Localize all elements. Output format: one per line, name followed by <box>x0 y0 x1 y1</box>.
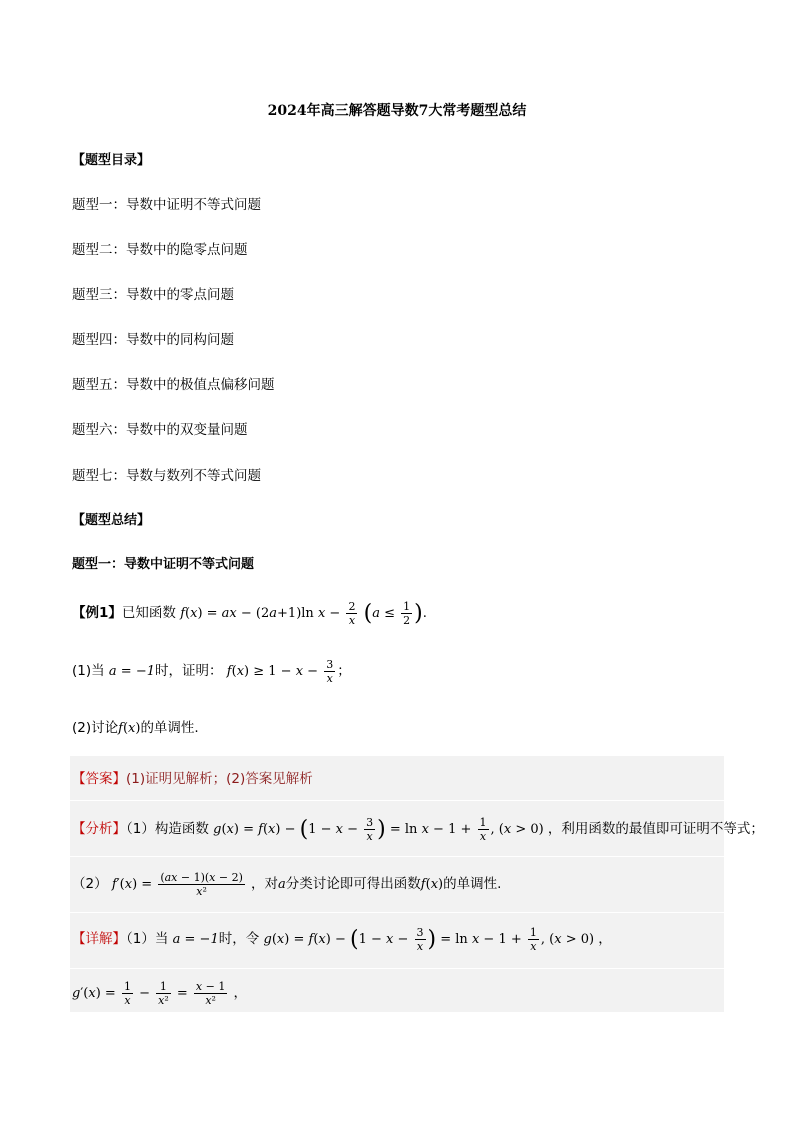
part2-function: f(x) <box>118 721 141 736</box>
divider <box>70 912 724 913</box>
analysis-label: 【分析】 <box>72 821 126 837</box>
detail-line-1: 【详解】（1）当 a = −1时，令 g(x) = f(x) − (1 − x − $\frac{3}{x}$ ) = ln x − 1 + $\frac{1}{x}$ , (x > 0) ， <box>72 926 612 953</box>
divider <box>70 800 724 801</box>
example-intro: 已知函数 <box>121 605 176 621</box>
document-title: 2024年高三解答题导数7大常考题型总结 <box>267 103 527 119</box>
toc-item: 题型二：导数中的隐零点问题 <box>72 242 248 258</box>
toc-item: 题型六：导数中的双变量问题 <box>72 422 248 438</box>
toc-item: 题型五：导数中的极值点偏移问题 <box>72 377 275 393</box>
answer-label: 【答案】 <box>72 771 126 787</box>
detail-label: 【详解】 <box>72 931 126 947</box>
toc-item: 题型一：导数中证明不等式问题 <box>72 197 261 213</box>
example-part-1: (1)当 a = −1时，证明： f(x) ≥ 1 − x − $\frac{3}{x}$ ； <box>72 658 351 685</box>
part1-inequality: f(x) ≥ 1 − x − $\frac{3}{x}$ <box>226 658 334 685</box>
toc-item: 题型四：导数中的同构问题 <box>72 332 234 348</box>
toc-item: 题型三：导数中的零点问题 <box>72 287 234 303</box>
divider <box>70 968 724 969</box>
analysis-g-definition: g(x) = f(x) − (1 − x − $\frac{3}{x}$ ) = ln x − 1 + $\frac{1}{x}$ , (x > 0) <box>213 816 548 843</box>
answer-text: (1)证明见解析；(2)答案见解析 <box>126 771 313 787</box>
example-function: f(x) = ax − (2a+1)ln x − $\frac{2}{x}$ (a ≤ $\frac{1}{2}$ ). <box>180 600 427 627</box>
answer-line <box>72 767 313 787</box>
detail-g-derivative: g′(x) = $\frac{1}{x}$ − $\frac{1}{\text{x²}}$ = $\frac{x - 1}{\text{x²}}$ <box>72 980 226 1007</box>
detail-line-2: g′(x) = $\frac{1}{x}$ − $\frac{1}{\text{x²}}$ = $\frac{x - 1}{\text{x²}}$ ， <box>72 980 247 1007</box>
divider <box>70 856 724 857</box>
analysis-derivative: f′(x) = $\frac{(ax - 1)(x - 2)}{\text{x²}}$ <box>111 871 243 898</box>
example-1-statement <box>72 600 427 627</box>
analysis-line-1: 【分析】（1）构造函数 g(x) = f(x) − (1 − x − $\frac{3}{x}$ ) = ln x − 1 + $\frac{1}{x}$ , (x > 0) ，利用函数的最值即可证明不等式； <box>72 816 764 843</box>
detail-g-definition: g(x) = f(x) − (1 − x − $\frac{3}{x}$ ) = ln x − 1 + $\frac{1}{x}$ , (x > 0) <box>263 926 599 953</box>
toc-heading: 【题型目录】 <box>72 153 151 168</box>
analysis-line-2: （2） f′(x) = $\frac{(ax - 1)(x - 2)}{\text{x²}}$ ，对a分类讨论即可得出函数f(x)的单调性. <box>72 871 502 898</box>
example-label: 【例1】 <box>72 605 122 621</box>
toc-item: 题型七：导数与数列不等式问题 <box>72 468 261 484</box>
summary-heading: 【题型总结】 <box>72 513 151 528</box>
type1-heading: 题型一：导数中证明不等式问题 <box>72 557 255 572</box>
example-part-2: (2)讨论f(x)的单调性. <box>72 720 199 736</box>
a-value: a = −1 <box>108 664 155 679</box>
